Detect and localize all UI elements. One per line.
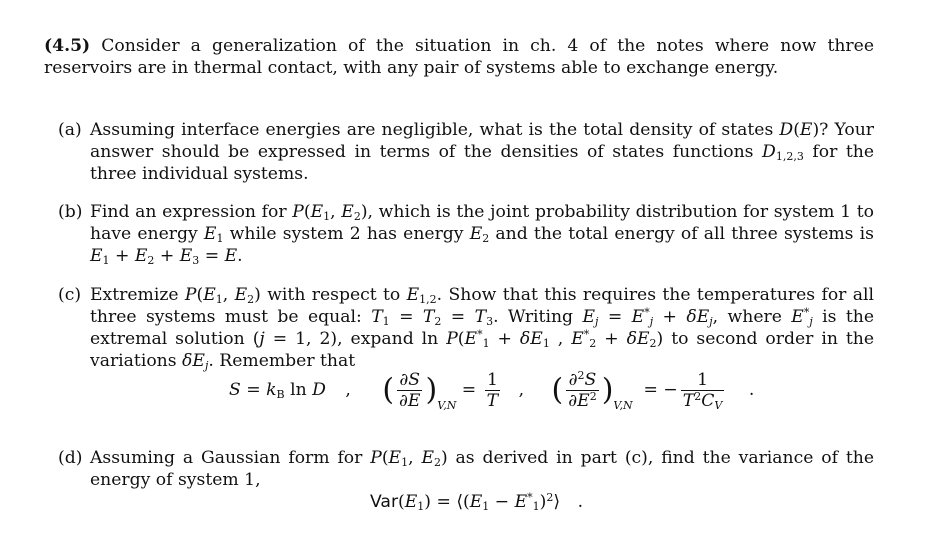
equation-entropy-relations: $S = k_B$ ln D , ( $\frac{\partial S}{\partial E}$ )$_{V,N}$ = $\frac{1}{T}$ , ( $\frac{\partial^2S}{\partial E^2}$ )$_{V,N}$ = − $\frac{1}{T^2C_V}$ . <box>229 369 755 412</box>
problem-intro <box>44 35 874 79</box>
equation-variance: $Var(E_1)$ = $⟨(E_1$ − $E^*_1)^2⟩$ . <box>370 491 584 513</box>
part-c-label: (c) <box>58 285 82 305</box>
part-d-text: Assuming a Gaussian form for $P(E_1$, $E_2$) as derived in part (c), find the variance of the energy of system 1, <box>90 448 874 490</box>
equation-first-derivative: ( $\frac{\partial S}{\partial E}$ )$_{V,N}$ = $\frac{1}{T}$ <box>382 370 499 412</box>
part-a-label: (a) <box>58 120 82 140</box>
problem-number: (4.5) <box>44 36 91 56</box>
part-d <box>58 447 874 491</box>
part-b <box>58 201 874 267</box>
part-c <box>58 284 874 372</box>
part-c-text: Extremize $P(E_1$, $E_2$) with respect to $E_{1,2}$. Show that this requires the temperatures for all three systems must be equal: $T_1 = T_2 = T_3$. Writing $E_j = E^*_j + \delta E_j$, where $E^*_j$ is the extremal solution (j = 1, 2), expand $\ln P(E^*_1 + \delta E_1$ , $E^*_2 + \delta E_2$) to second order in the variations $\delta E_j$. Remember that <box>90 285 875 372</box>
equation-second-derivative: ( $\frac{\partial^2S}{\partial E^2}$ )$_{V,N}$ = − $\frac{1}{T^2C_V}$ <box>551 369 723 412</box>
equation-entropy: $S = k_B$ ln D <box>229 380 326 401</box>
problem-intro-text: Consider a generalization of the situation in ch. 4 of the notes where now three reservoirs are in thermal contact, with any pair of systems able to exchange energy. <box>44 36 874 78</box>
part-a <box>58 119 874 185</box>
part-d-label: (d) <box>58 448 83 468</box>
part-a-text: Assuming interface energies are negligible, what is the total density of states D(E)? Your answer should be expressed in terms of the densities of states functions $D_{1,2,3}$ for the three individual systems. <box>90 120 875 184</box>
part-b-text: Find an expression for $P(E_1$, $E_2$), which is the joint probability distribution for system 1 to have energy $E_1$ while system 2 has energy $E_2$ and the total energy of all three systems is $E_1 + E_2 + E_3 = E$. <box>90 202 874 267</box>
part-b-label: (b) <box>58 202 83 222</box>
